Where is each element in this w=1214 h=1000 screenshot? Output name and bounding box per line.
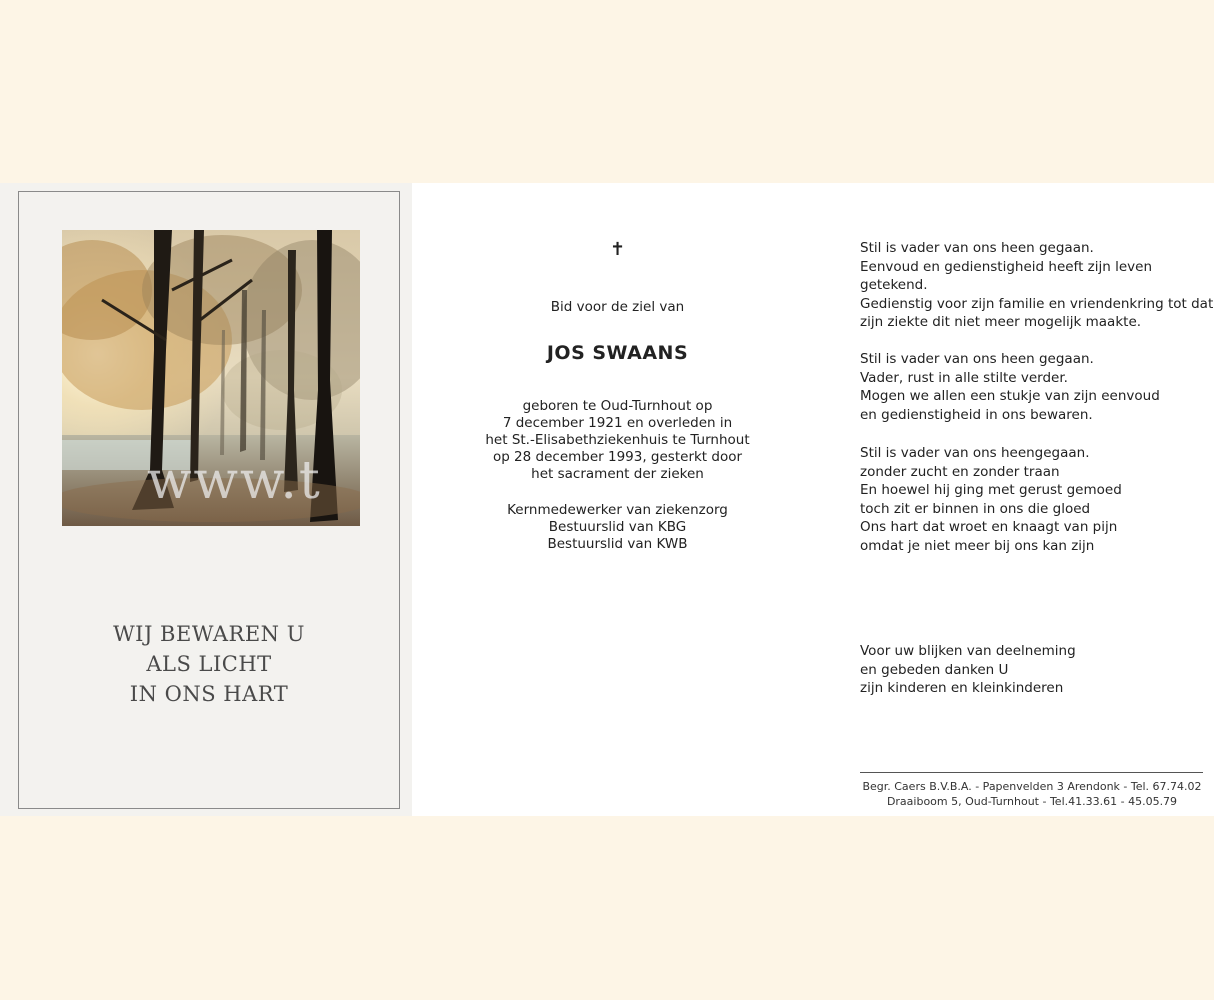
poem-line: Stil is vader van ons heen gegaan.: [860, 240, 1094, 256]
role-item: Bestuurslid van KWB: [547, 536, 688, 552]
funeral-home-footer: [862, 779, 1202, 809]
poem-line: Gedienstig voor zijn familie en vriendenkring tot dat: [860, 295, 1214, 312]
cover-caption: [18, 619, 400, 709]
prayer-intro: Bid voor de ziel van: [550, 299, 685, 315]
thanks-note: [860, 642, 1210, 698]
cover-caption-line: ALS LICHT: [146, 652, 272, 676]
cross-icon: ✝: [609, 239, 626, 260]
footer-line-text: Begr. Caers B.V.B.A. - Papenvelden 3 Arendonk - Tel. 67.74.02: [862, 780, 1202, 793]
poem-line: zonder zucht en zonder traan: [860, 463, 1060, 480]
poem-line: Ons hart dat wroet en knaagt van pijn: [860, 519, 1118, 535]
poem-line: omdat je niet meer bij ons kan zijn: [860, 537, 1095, 554]
deceased-name: JOS SWAANS: [546, 342, 689, 364]
cover-caption-line: IN ONS HART: [129, 682, 289, 706]
bio-line: geboren te Oud-Turnhout op: [522, 398, 713, 414]
footer-line-text: Draaiboom 5, Oud-Turnhout - Tel.41.33.61 - 45.05.79: [886, 795, 1178, 808]
cover-caption-line: WIJ BEWAREN U: [113, 622, 305, 646]
poem-line: getekend.: [860, 277, 928, 293]
poem-line: Vader, rust in alle stilte verder.: [860, 369, 1068, 386]
footer-divider: [860, 772, 1203, 773]
thanks-line: en gebeden danken U: [860, 661, 1009, 678]
memorial-card: [0, 183, 1214, 816]
bio-line: op 28 december 1993, gesterkt door: [492, 449, 743, 465]
poem-line: en gedienstigheid in ons bewaren.: [860, 406, 1093, 423]
thanks-line: Voor uw blijken van deelneming: [860, 643, 1076, 659]
poem-line: zijn ziekte dit niet meer mogelijk maakte.: [860, 314, 1142, 330]
poem-line: En hoewel hij ging met gerust gemoed: [860, 482, 1122, 498]
role-item: Kernmedewerker van ziekenzorg: [507, 502, 728, 518]
poem-stanza-3: [860, 444, 1210, 555]
watermark-text: www.t: [147, 451, 322, 511]
roles-list: [430, 502, 805, 553]
poem-stanza-1: [860, 239, 1214, 332]
poem-line: Eenvoud en gedienstigheid heeft zijn leven: [860, 258, 1152, 275]
poem-stanza-2: [860, 350, 1210, 424]
poem-line: toch zit er binnen in ons die gloed: [860, 500, 1091, 517]
bio-line: het St.-Elisabethziekenhuis te Turnhout: [485, 432, 750, 448]
poem-line: Mogen we allen een stukje van zijn eenvoud: [860, 388, 1160, 404]
biography: [430, 398, 805, 483]
bio-line: 7 december 1921 en overleden in: [502, 415, 733, 431]
role-item: Bestuurslid van KBG: [548, 519, 687, 535]
bio-line: het sacrament der zieken: [531, 466, 704, 482]
card-cover: [0, 183, 412, 816]
poem-line: Stil is vader van ons heengegaan.: [860, 445, 1090, 461]
thanks-line: zijn kinderen en kleinkinderen: [860, 680, 1064, 696]
poem-line: Stil is vader van ons heen gegaan.: [860, 351, 1094, 367]
